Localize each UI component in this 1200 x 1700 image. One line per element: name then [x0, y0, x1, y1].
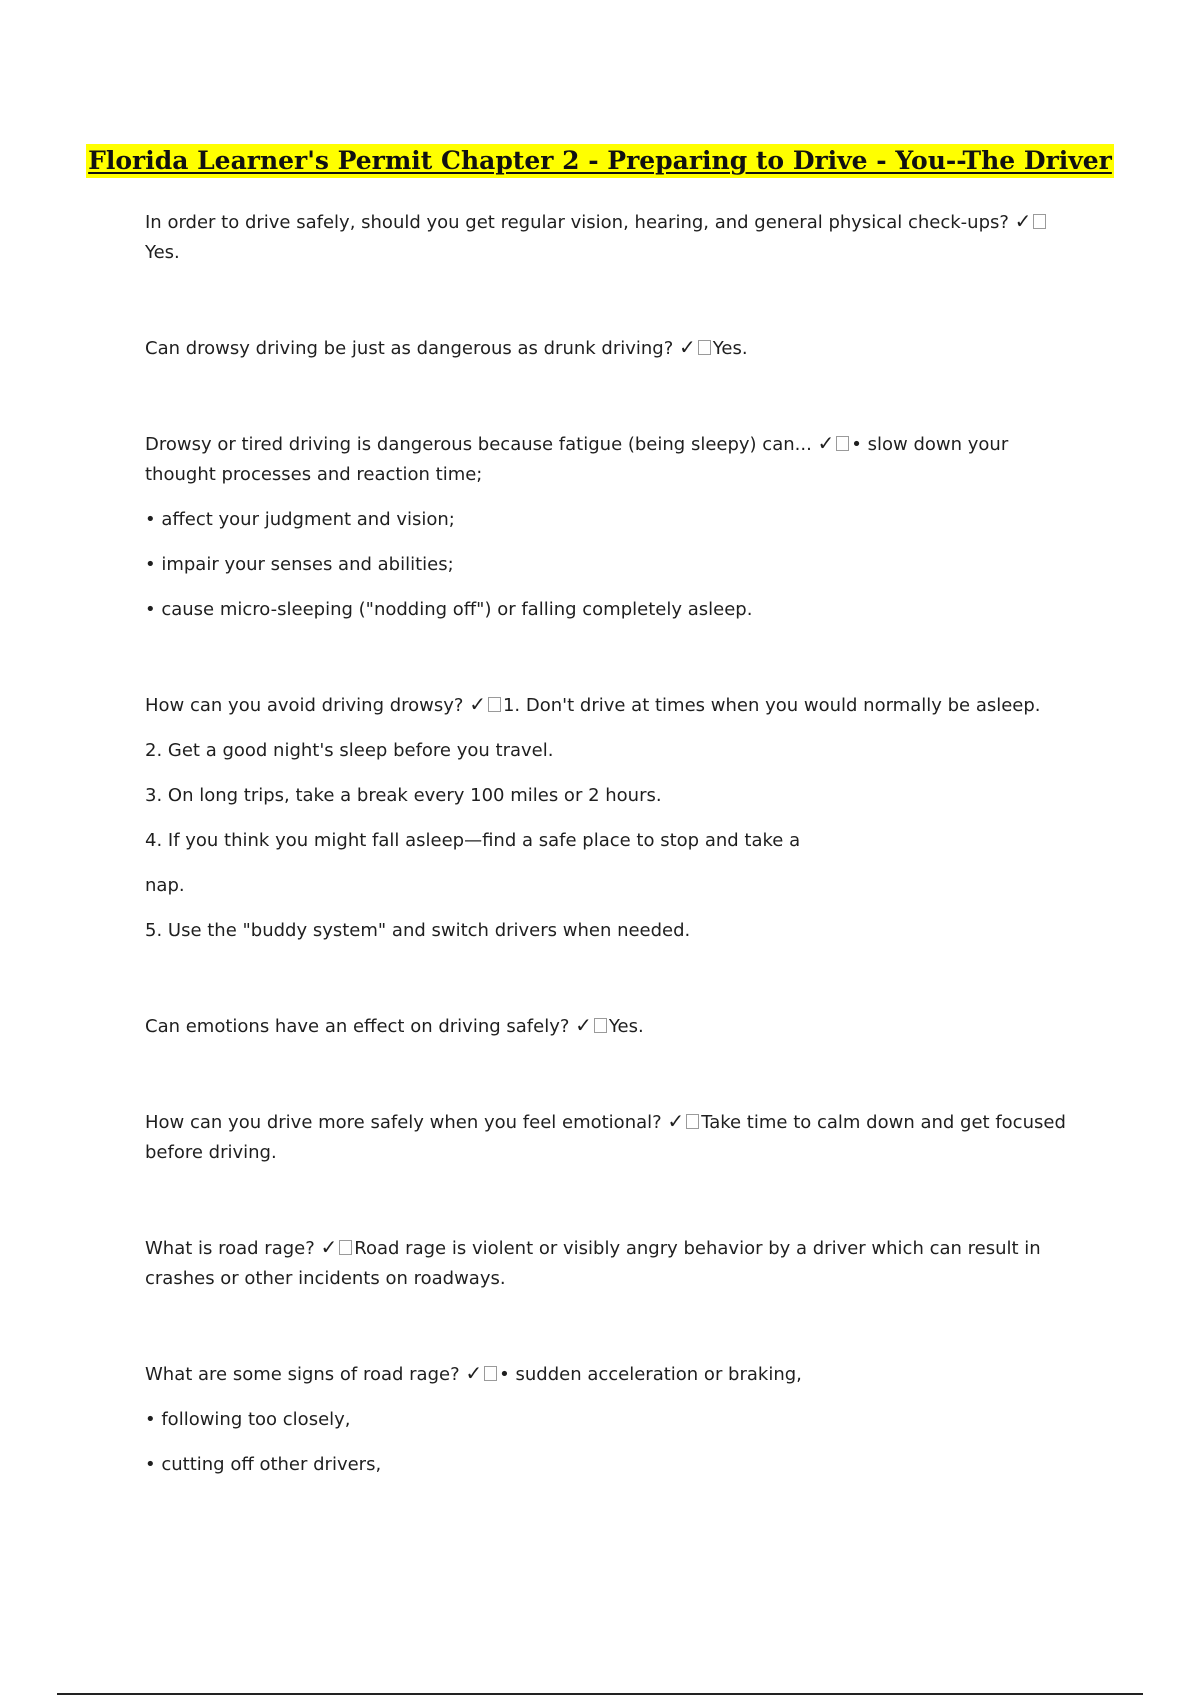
- qa-item: [145, 1358, 1080, 1480]
- qa-item: [145, 1106, 1080, 1168]
- answer-line: [145, 505, 1080, 535]
- answer-text: Take time to calm down and get focused before driving.: [145, 1112, 1066, 1163]
- answer-line: [145, 826, 1080, 856]
- answer-text: • sudden acceleration or braking,: [499, 1364, 802, 1385]
- empty-box-icon: [686, 1114, 699, 1129]
- empty-box-icon: [1033, 214, 1046, 229]
- check-mark-icon: ✓: [667, 1109, 685, 1133]
- answer-line: [145, 871, 1080, 901]
- document-title: Florida Learner's Permit Chapter 2 - Preparing to Drive - You--The Driver: [86, 144, 1114, 178]
- qa-item: [145, 1010, 1080, 1042]
- qa-list: [145, 206, 1080, 1544]
- qa-item: [145, 1232, 1080, 1294]
- answer-text: • cutting off other drivers,: [145, 1454, 382, 1475]
- question-text: Can drowsy driving be just as dangerous as drunk driving?: [145, 338, 674, 359]
- qa-line-first: [145, 1106, 1080, 1168]
- check-mark-icon: ✓: [679, 335, 696, 359]
- answer-text: • impair your senses and abilities;: [145, 554, 454, 575]
- page-footer-rule: [57, 1693, 1143, 1695]
- qa-line-first: [145, 1010, 1080, 1042]
- question-text: How can you drive more safely when you feel emotional?: [145, 1112, 662, 1133]
- check-mark-icon: ✓: [465, 1361, 483, 1385]
- empty-box-icon: [339, 1240, 352, 1255]
- qa-line-first: [145, 428, 1080, 490]
- answer-text: • following too closely,: [145, 1409, 351, 1430]
- qa-line-first: [145, 1358, 1080, 1390]
- check-mark-icon: ✓: [469, 692, 486, 716]
- answer-text: Yes.: [608, 1016, 644, 1037]
- answer-line: [145, 736, 1080, 766]
- qa-line-first: [145, 206, 1080, 268]
- question-text: What is road rage?: [145, 1238, 315, 1259]
- title-container: [0, 144, 1200, 178]
- answer-text: • affect your judgment and vision;: [145, 509, 455, 530]
- answer-text: Road rage is violent or visibly angry behavior by a driver which can result in crashes or other incidents on roadways.: [145, 1238, 1041, 1289]
- empty-box-icon: [594, 1018, 607, 1033]
- answer-line: [145, 781, 1080, 811]
- qa-item: [145, 332, 1080, 364]
- answer-line: [145, 595, 1080, 625]
- qa-item: [145, 206, 1080, 268]
- empty-box-icon: [698, 340, 711, 355]
- answer-text: Yes.: [712, 338, 748, 359]
- empty-box-icon: [484, 1366, 497, 1381]
- answer-text: 3. On long trips, take a break every 100 miles or 2 hours.: [145, 785, 662, 806]
- qa-item: [145, 689, 1080, 946]
- question-text: Can emotions have an effect on driving safely?: [145, 1016, 570, 1037]
- question-text: How can you avoid driving drowsy?: [145, 695, 464, 716]
- empty-box-icon: [488, 697, 501, 712]
- answer-line: [145, 916, 1080, 946]
- question-text: What are some signs of road rage?: [145, 1364, 460, 1385]
- answer-line: [145, 550, 1080, 580]
- answer-text: • cause micro-sleeping ("nodding off") or falling completely asleep.: [145, 599, 753, 620]
- answer-line: [145, 1405, 1080, 1435]
- answer-text: 5. Use the "buddy system" and switch drivers when needed.: [145, 920, 691, 941]
- answer-text: Yes.: [145, 242, 180, 263]
- check-mark-icon: ✓: [1014, 209, 1032, 233]
- question-text: Drowsy or tired driving is dangerous because fatigue (being sleepy) can...: [145, 434, 812, 455]
- answer-text: nap.: [145, 875, 185, 896]
- answer-text: • slow down your thought processes and reaction time;: [145, 434, 1009, 485]
- qa-line-first: [145, 689, 1080, 721]
- check-mark-icon: ✓: [320, 1235, 338, 1259]
- qa-line-first: [145, 1232, 1080, 1294]
- answer-text: 2. Get a good night's sleep before you travel.: [145, 740, 554, 761]
- qa-line-first: [145, 332, 1080, 364]
- answer-line: [145, 1450, 1080, 1480]
- qa-item: [145, 428, 1080, 625]
- check-mark-icon: ✓: [575, 1013, 592, 1037]
- empty-box-icon: [836, 436, 849, 451]
- answer-text: 4. If you think you might fall asleep—find a safe place to stop and take a: [145, 830, 801, 851]
- question-text: In order to drive safely, should you get regular vision, hearing, and general physical check-ups?: [145, 212, 1009, 233]
- check-mark-icon: ✓: [817, 431, 835, 455]
- answer-text: 1. Don't drive at times when you would normally be asleep.: [502, 695, 1041, 716]
